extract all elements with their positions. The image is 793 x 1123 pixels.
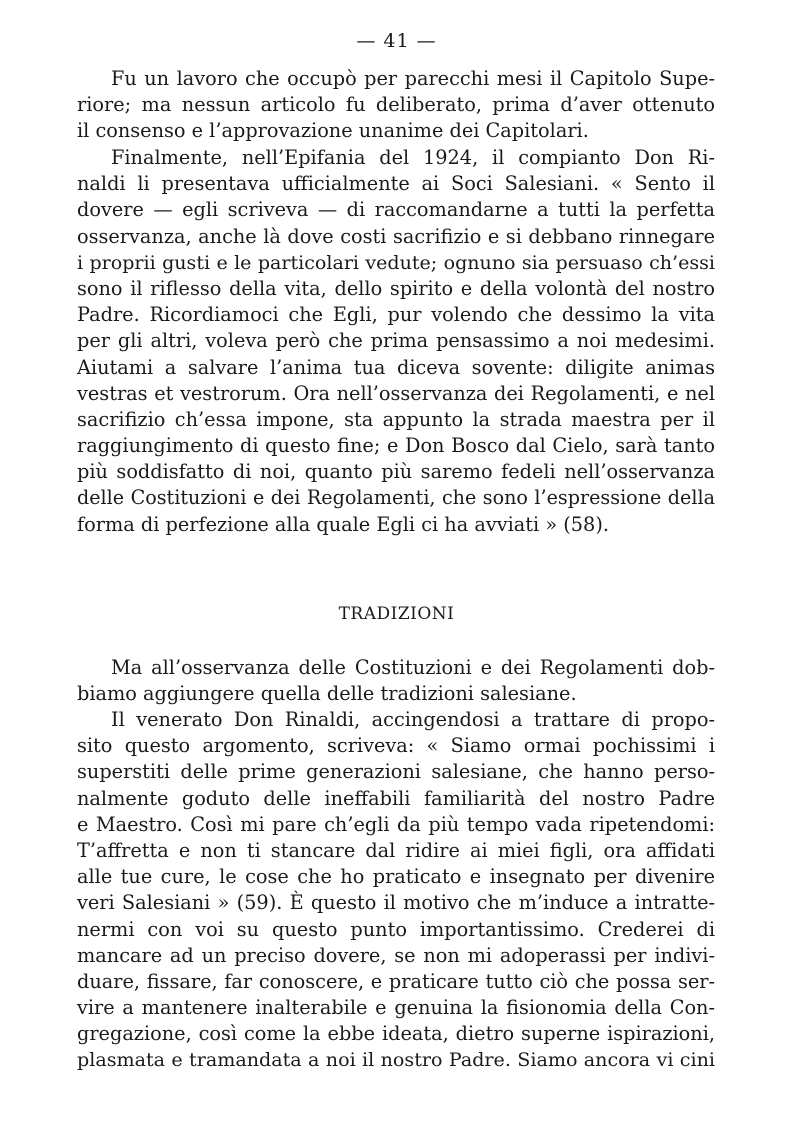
section-heading: TRADIZIONI — [338, 604, 455, 624]
text-line: forma di perfezione alla quale Egli ci ha avviati » (58). — [77, 512, 609, 536]
text-line: Padre. Ricordiamoci che Egli, pur volendo che dessimo la vita — [77, 303, 715, 327]
text-line: riore; ma nessun articolo fu deliberato, prima d’aver ottenuto — [77, 93, 715, 117]
paragraph-2 — [77, 145, 715, 538]
text-line: dovere — egli scriveva — di raccomandarne a tutti la perfetta — [77, 198, 715, 222]
text-line: sono il riflesso della vita, dello spirito e della volontà del nostro — [77, 276, 715, 300]
text-line: veri Salesiani » (59). È questo il motivo che m’induce a intratte- — [77, 891, 715, 915]
text-line: e Maestro. Così mi pare ch’egli da più tempo vada ripetendomi: — [77, 812, 715, 836]
text-line: nalmente goduto delle ineffabili familiarità del nostro Padre — [77, 786, 715, 810]
text-line: raggiungimento di questo fine; e Don Bosco dal Cielo, sarà tanto — [77, 434, 715, 458]
text-line: Aiutami a salvare l’anima tua diceva sovente: diligite animas — [77, 355, 715, 379]
text-line: naldi li presentava ufficialmente ai Soci Salesiani. « Sento il — [77, 172, 715, 196]
text-line: più soddisfatto di noi, quanto più saremo fedeli nell’osservanza — [77, 460, 715, 484]
text-line: Finalmente, nell’Epifania del 1924, il compianto Don Ri- — [111, 146, 715, 169]
paragraph-4 — [77, 707, 715, 1074]
text-line: Fu un lavoro che occupò per parecchi mesi il Capitolo Supe- — [111, 67, 715, 90]
text-line: gregazione, così come la ebbe ideata, dietro superne ispirazioni, — [77, 1022, 715, 1046]
text-line: mancare ad un preciso dovere, se non mi adoperassi per indivi- — [77, 943, 715, 967]
text-line: Ma all’osservanza delle Costituzioni e dei Regolamenti dob- — [111, 656, 715, 679]
text-line: sito questo argomento, scriveva: « Siamo ormai pochissimi i — [77, 734, 715, 758]
page-number: — 41 — — [356, 30, 437, 52]
paragraph-1 — [77, 66, 715, 145]
text-line: duare, fissare, far conoscere, e praticare tutto ciò che possa ser- — [77, 969, 715, 993]
text-line: vire a mantenere inalterabile e genuina la fisionomia della Con- — [77, 996, 715, 1020]
text-line: i proprii gusti e le particolari vedute; ognuno sia persuaso ch’essi — [77, 251, 715, 274]
text-line: alle tue cure, le cose che ho praticato e insegnato per divenire — [77, 865, 715, 889]
text-line: per gli altri, voleva però che prima pensassimo a noi medesimi. — [77, 329, 715, 353]
text-line: il consenso e l’approvazione unanime dei Capitolari. — [77, 119, 589, 143]
text-line: delle Costituzioni e dei Regolamenti, che sono l’espressione della — [77, 486, 715, 510]
text-line: superstiti delle prime generazioni salesiane, che hanno perso- — [77, 760, 715, 784]
text-line: biamo aggiungere quella delle tradizioni salesiane. — [77, 682, 577, 706]
text-line: T’affretta e non ti stancare dal ridire ai miei figli, ora affidati — [77, 838, 715, 862]
text-line: sacrifizio ch’essa impone, sta appunto la strada maestra per il — [77, 407, 715, 431]
text-line: nermi con voi su questo punto importantissimo. Crederei di — [77, 917, 715, 941]
text-line: plasmata e tramandata a noi il nostro Padre. Siamo ancora vi cini — [77, 1048, 715, 1072]
text-line: vestras et vestrorum. Ora nell’osservanza dei Regolamenti, e nel — [77, 381, 715, 405]
text-line: osservanza, anche là dove costi sacrifizio e si debbano rinnegare — [77, 224, 715, 248]
paragraph-3 — [77, 655, 715, 707]
text-line: Il venerato Don Rinaldi, accingendosi a trattare di propo- — [111, 708, 715, 731]
